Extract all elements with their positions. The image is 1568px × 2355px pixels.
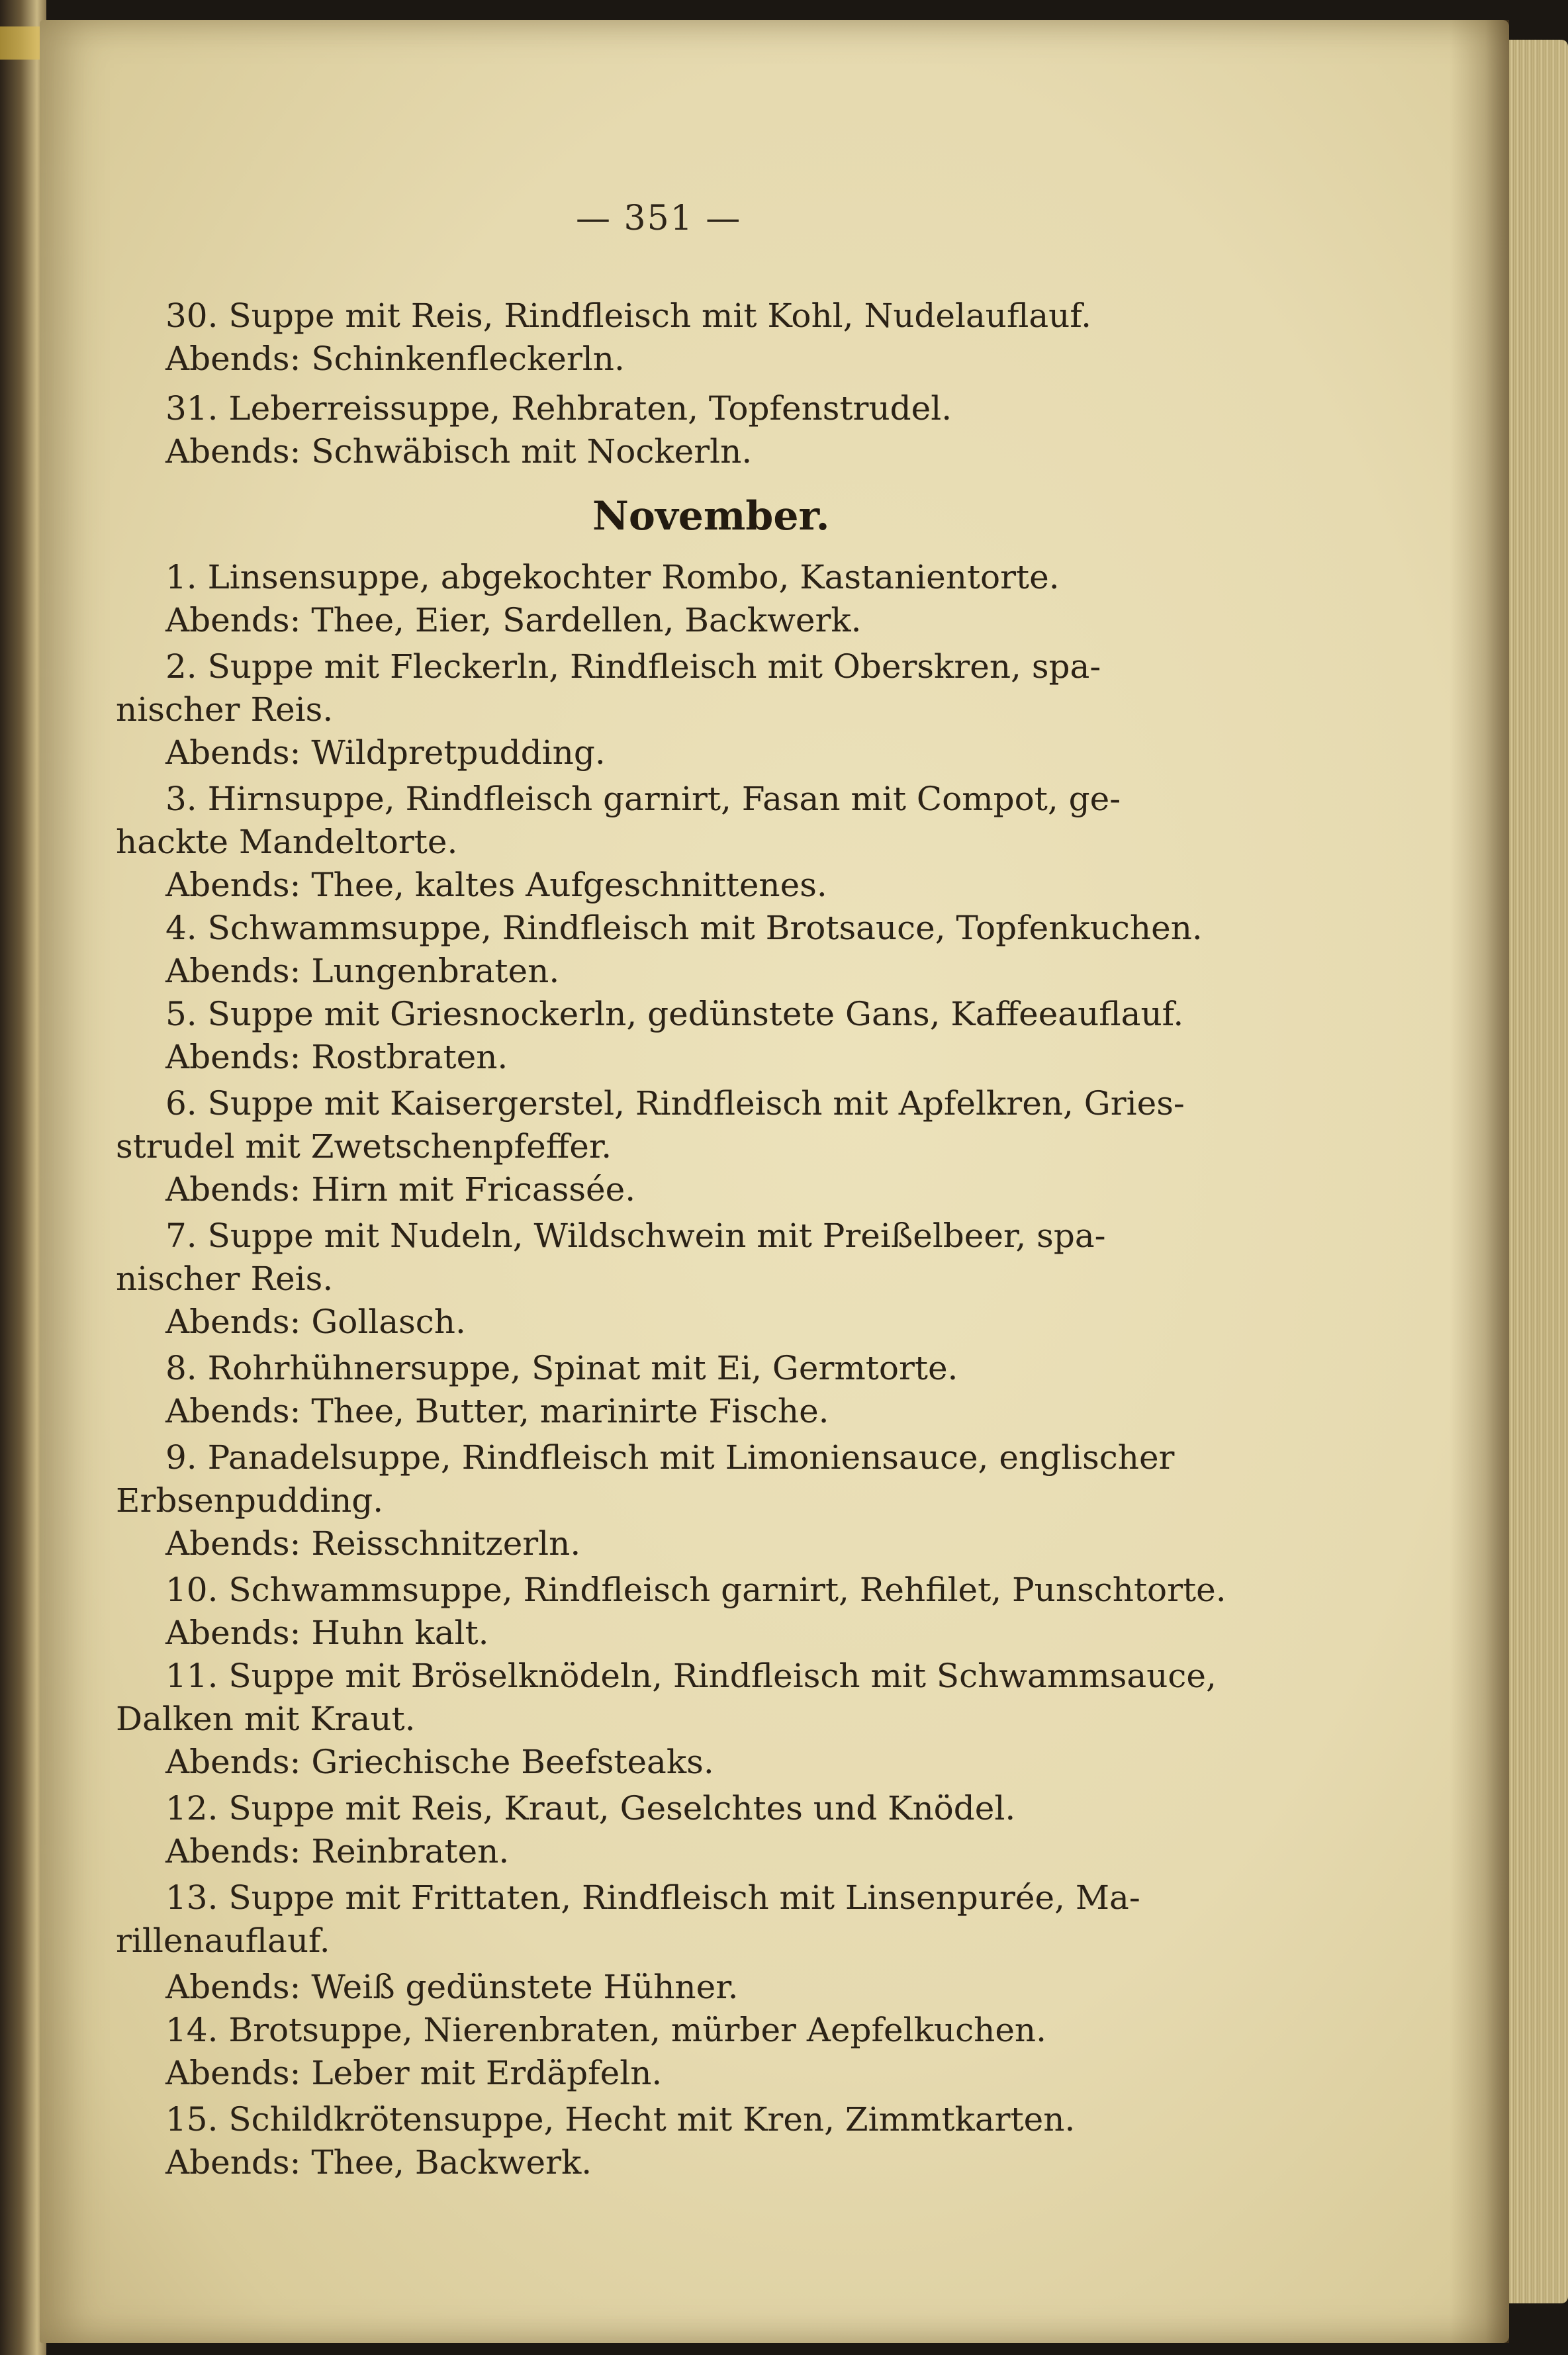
menu-line: Abends: Reinbraten. [165, 1832, 510, 1870]
menu-line: Abends: Lungenbraten. [165, 952, 560, 990]
menu-line: 2. Suppe mit Fleckerln, Rindfleisch mit Oberskren, spa- [165, 647, 1101, 686]
menu-line: 3. Hirnsuppe, Rindfleisch garnirt, Fasan mit Compot, ge- [165, 780, 1121, 818]
section-title: November. [592, 493, 830, 539]
menu-line: Abends: Thee, kaltes Aufgeschnittenes. [165, 866, 827, 904]
text-line: 31. Leberreissuppe, Rehbraten, Topfenstrudel. [165, 389, 952, 428]
menu-line: 7. Suppe mit Nudeln, Wildschwein mit Preißelbeer, spa- [165, 1217, 1106, 1255]
menu-line: 6. Suppe mit Kaisergerstel, Rindfleisch mit Apfelkren, Gries- [165, 1084, 1185, 1123]
page-fold-shadow [1450, 20, 1509, 2343]
menu-line: Abends: Gollasch. [165, 1303, 466, 1341]
menu-line: 11. Suppe mit Bröselknödeln, Rindfleisch mit Schwammsauce, [165, 1657, 1217, 1695]
menu-line: 1. Linsensuppe, abgekochter Rombo, Kastanientorte. [165, 558, 1060, 596]
menu-line: Abends: Thee, Eier, Sardellen, Backwerk. [165, 601, 862, 639]
text-line: Abends: Schwäbisch mit Nockerln. [165, 432, 753, 471]
menu-line: Abends: Griechische Beefsteaks. [165, 1743, 714, 1781]
menu-line: nischer Reis. [116, 1260, 334, 1298]
menu-line: 15. Schildkrötensuppe, Hecht mit Kren, Zimmtkarten. [165, 2100, 1076, 2139]
menu-line: strudel mit Zwetschenpfeffer. [116, 1127, 612, 1166]
menu-line: Abends: Hirn mit Fricassée. [165, 1170, 636, 1209]
menu-line: nischer Reis. [116, 690, 334, 729]
menu-line: 9. Panadelsuppe, Rindfleisch mit Limoniensauce, englischer [165, 1438, 1175, 1477]
page-number: — 351 — [576, 199, 742, 238]
menu-line: rillenauflauf. [116, 1921, 330, 1960]
menu-line: 10. Schwammsuppe, Rindfleisch garnirt, Rehfilet, Punschtorte. [165, 1571, 1226, 1609]
menu-line: Abends: Wildpretpudding. [165, 733, 606, 772]
menu-line: Abends: Weiß gedünstete Hühner. [165, 1968, 739, 2006]
menu-line: 8. Rohrhühnersuppe, Spinat mit Ei, Germtorte. [165, 1349, 958, 1387]
text-line: 30. Suppe mit Reis, Rindfleisch mit Kohl, Nudelauflauf. [165, 297, 1091, 335]
menu-line: Abends: Thee, Backwerk. [165, 2143, 592, 2182]
text-line: Abends: Schinkenfleckerln. [165, 340, 625, 378]
menu-line: Abends: Leber mit Erdäpfeln. [165, 2054, 663, 2092]
menu-line: Dalken mit Kraut. [116, 1700, 416, 1738]
menu-line: Abends: Thee, Butter, marinirte Fische. [165, 1392, 829, 1430]
menu-line: Abends: Reisschnitzerln. [165, 1524, 581, 1563]
menu-line: 4. Schwammsuppe, Rindfleisch mit Brotsauce, Topfenkuchen. [165, 909, 1203, 947]
menu-line: Abends: Huhn kalt. [165, 1614, 489, 1652]
menu-line: hackte Mandeltorte. [116, 823, 458, 861]
menu-line: Erbsenpudding. [116, 1481, 384, 1520]
menu-line: 12. Suppe mit Reis, Kraut, Geselchtes und Knödel. [165, 1789, 1016, 1827]
menu-line: Abends: Rostbraten. [165, 1038, 508, 1076]
menu-line: 5. Suppe mit Griesnockerln, gedünstete Gans, Kaffeeauflauf. [165, 995, 1184, 1033]
menu-line: 14. Brotsuppe, Nierenbraten, mürber Aepfelkuchen. [165, 2011, 1047, 2049]
menu-line: 13. Suppe mit Frittaten, Rindfleisch mit Linsenpurée, Ma- [165, 1878, 1140, 1917]
